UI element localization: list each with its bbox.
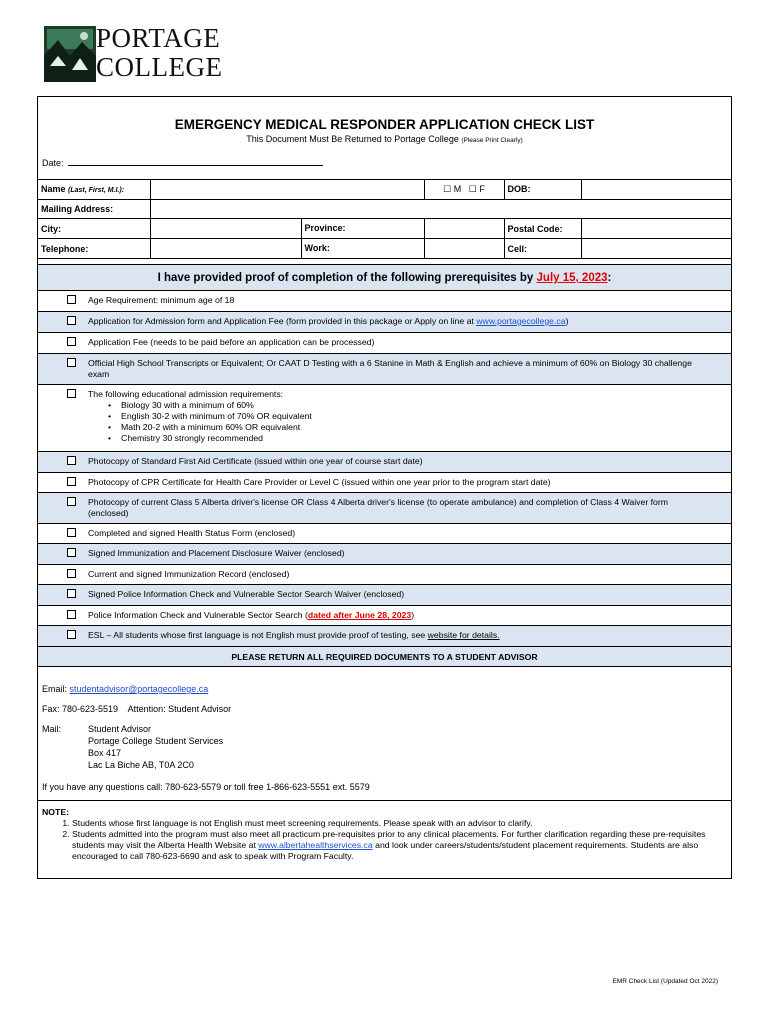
checklist-item: Official High School Transcripts or Equivalent; Or CAAT D Testing with a 6 Stanine in Math & English and achieve a minimum of 60% on Biology 30 challenge exam (38, 354, 731, 385)
checkbox[interactable] (67, 569, 76, 578)
note-item: 1. Students whose first language is not English must meet screening requirements. Please speak with an advisor to clarify. (72, 818, 722, 829)
checklist-item: Application for Admission form and Application Fee (form provided in this package or Apply on line at www.portagecollege.ca) (38, 312, 731, 333)
postal-code-input[interactable] (581, 219, 731, 239)
checkbox[interactable] (67, 589, 76, 598)
list-item: • Math 20-2 with a minimum 60% OR equivalent (108, 422, 708, 433)
footer-version: EMR Check List (Updated Oct 2022) (612, 978, 718, 985)
checklist-item: Age Requirement: minimum age of 18 (38, 291, 731, 312)
checklist-item: Photocopy of current Class 5 Alberta driver's license OR Class 4 Alberta driver's license (to operate ambulance) and completion of Class 4 Waiver form (enclosed) (38, 493, 731, 524)
telephone-input[interactable] (150, 239, 424, 259)
checkbox[interactable] (67, 295, 76, 304)
mail-line: Student Advisor (88, 724, 152, 734)
checkbox[interactable] (67, 630, 76, 639)
list-item: • English 30-2 with minimum of 70% OR equivalent (108, 411, 708, 422)
admission-requirements-list (88, 400, 708, 444)
checklist-item: Signed Immunization and Placement Disclosure Waiver (enclosed) (38, 544, 731, 565)
checkbox[interactable] (67, 389, 76, 398)
return-documents-banner: PLEASE RETURN ALL REQUIRED DOCUMENTS TO A STUDENT ADVISOR (38, 647, 731, 667)
college-crest-icon (44, 26, 96, 82)
mail-label: Mail: (42, 724, 62, 734)
checkbox[interactable] (67, 316, 76, 325)
province-label: Province: (304, 223, 346, 233)
checkbox[interactable] (67, 337, 76, 346)
email-link[interactable]: studentadvisor@portagecollege.ca (69, 684, 209, 694)
checkbox[interactable] (67, 610, 76, 619)
list-item: • Biology 30 with a minimum of 60% (108, 400, 708, 411)
form-title: EMERGENCY MEDICAL RESPONDER APPLICATION CHECK LIST (174, 117, 595, 132)
alberta-health-link[interactable]: www.albertahealthservices.ca (258, 840, 373, 850)
application-form (37, 96, 732, 879)
mailing-address-label: Mailing Address: (38, 199, 150, 219)
checklist-item: The following educational admission requirements: • Biology 30 with a minimum of 60% • English 30-2 with minimum of 70% OR equivalent • Math 20-2 with a minimum 60% OR equivalent • Chemistry 30 strongly recommended (38, 385, 731, 452)
email-line: Email: studentadvisor@portagecollege.ca (42, 684, 209, 694)
mail-line: Lac La Biche AB, T0A 2C0 (88, 760, 194, 770)
checkbox[interactable] (67, 548, 76, 557)
checklist-item: Police Information Check and Vulnerable Sector Search (dated after June 28, 2023) (38, 606, 731, 626)
checkbox[interactable] (67, 497, 76, 506)
checkbox[interactable] (67, 358, 76, 367)
checkbox[interactable] (67, 528, 76, 537)
gender-selector (424, 180, 504, 200)
checklist-item: Photocopy of Standard First Aid Certificate (issued within one year of course start date) (38, 452, 731, 473)
logo-line-college: COLLEGE (96, 52, 223, 82)
postal-code-label: Postal Code: (504, 219, 581, 239)
city-input[interactable] (150, 219, 424, 239)
deadline-date: July 15, 2023 (536, 272, 608, 284)
note-item: 2. Students admitted into the program must also meet all practicum pre-requisites prior to any clinical placements. For further clarification regarding these pre-requisites students may visit the Alberta Health Website at www.albertahealthservices.ca and look under careers/students/student placement requirements. Students are also encouraged to call 780-623-6690 and ask to speak with Program Faculty. (72, 829, 722, 862)
date-field[interactable]: Date: (42, 156, 323, 168)
checklist-item: Signed Police Information Check and Vulnerable Sector Search Waiver (enclosed) (38, 585, 731, 606)
mail-line: Portage College Student Services (88, 736, 224, 746)
cell-input[interactable] (581, 239, 731, 259)
checklist-item: ESL – All students whose first language is not English must provide proof of testing, see website for details. (38, 626, 731, 647)
prerequisites-heading: I have provided proof of completion of the following prerequisites by July 15, 2023: (38, 264, 731, 291)
form-subtitle: This Document Must Be Returned to Portage College (Please Print Clearly) (246, 134, 523, 144)
police-check-date: dated after June 28, 2023 (307, 610, 412, 620)
portage-college-logo (40, 24, 240, 86)
gender-f-checkbox[interactable]: ☐ F (468, 183, 485, 194)
divider (38, 800, 731, 801)
mail-line: Box 417 (88, 748, 122, 758)
checklist-item: Current and signed Immunization Record (enclosed) (38, 565, 731, 585)
dob-input[interactable] (581, 180, 731, 200)
fax-line: Fax: 780-623-5519 Attention: Student Advisor (42, 704, 232, 714)
print-clearly-note: (Please Print Clearly) (461, 137, 523, 144)
work-label: Work: (304, 243, 330, 253)
mailing-address-input[interactable] (150, 199, 731, 219)
applicant-info-table (38, 179, 731, 259)
logo-line-portage: PORTAGE (96, 23, 221, 53)
dob-label: DOB: (504, 180, 581, 200)
gender-m-checkbox[interactable]: ☐ M (443, 183, 462, 194)
notes-section (42, 807, 722, 862)
telephone-label: Telephone: (38, 239, 150, 259)
checkbox[interactable] (67, 456, 76, 465)
checklist-item: Photocopy of CPR Certificate for Health Care Provider or Level C (issued within one year prior to the program start date) (38, 473, 731, 493)
esl-website-link[interactable]: website for details. (427, 630, 500, 640)
name-input[interactable] (150, 180, 424, 200)
province-input[interactable] (424, 219, 504, 239)
note-heading: NOTE: (42, 807, 70, 817)
cell-label: Cell: (504, 239, 581, 259)
questions-line: If you have any questions call: 780-623-5579 or toll free 1-866-623-5551 ext. 5579 (42, 782, 370, 792)
work-input[interactable] (424, 239, 504, 259)
name-label: Name (Last, First, M.I.): (38, 180, 150, 200)
checkbox[interactable] (67, 477, 76, 486)
portage-website-link[interactable]: www.portagecollege.ca (476, 316, 566, 326)
list-item: • Chemistry 30 strongly recommended (108, 433, 708, 444)
city-label: City: (38, 219, 150, 239)
checklist-item: Application Fee (needs to be paid before an application can be processed) (38, 333, 731, 354)
checklist-item: Completed and signed Health Status Form (enclosed) (38, 524, 731, 544)
